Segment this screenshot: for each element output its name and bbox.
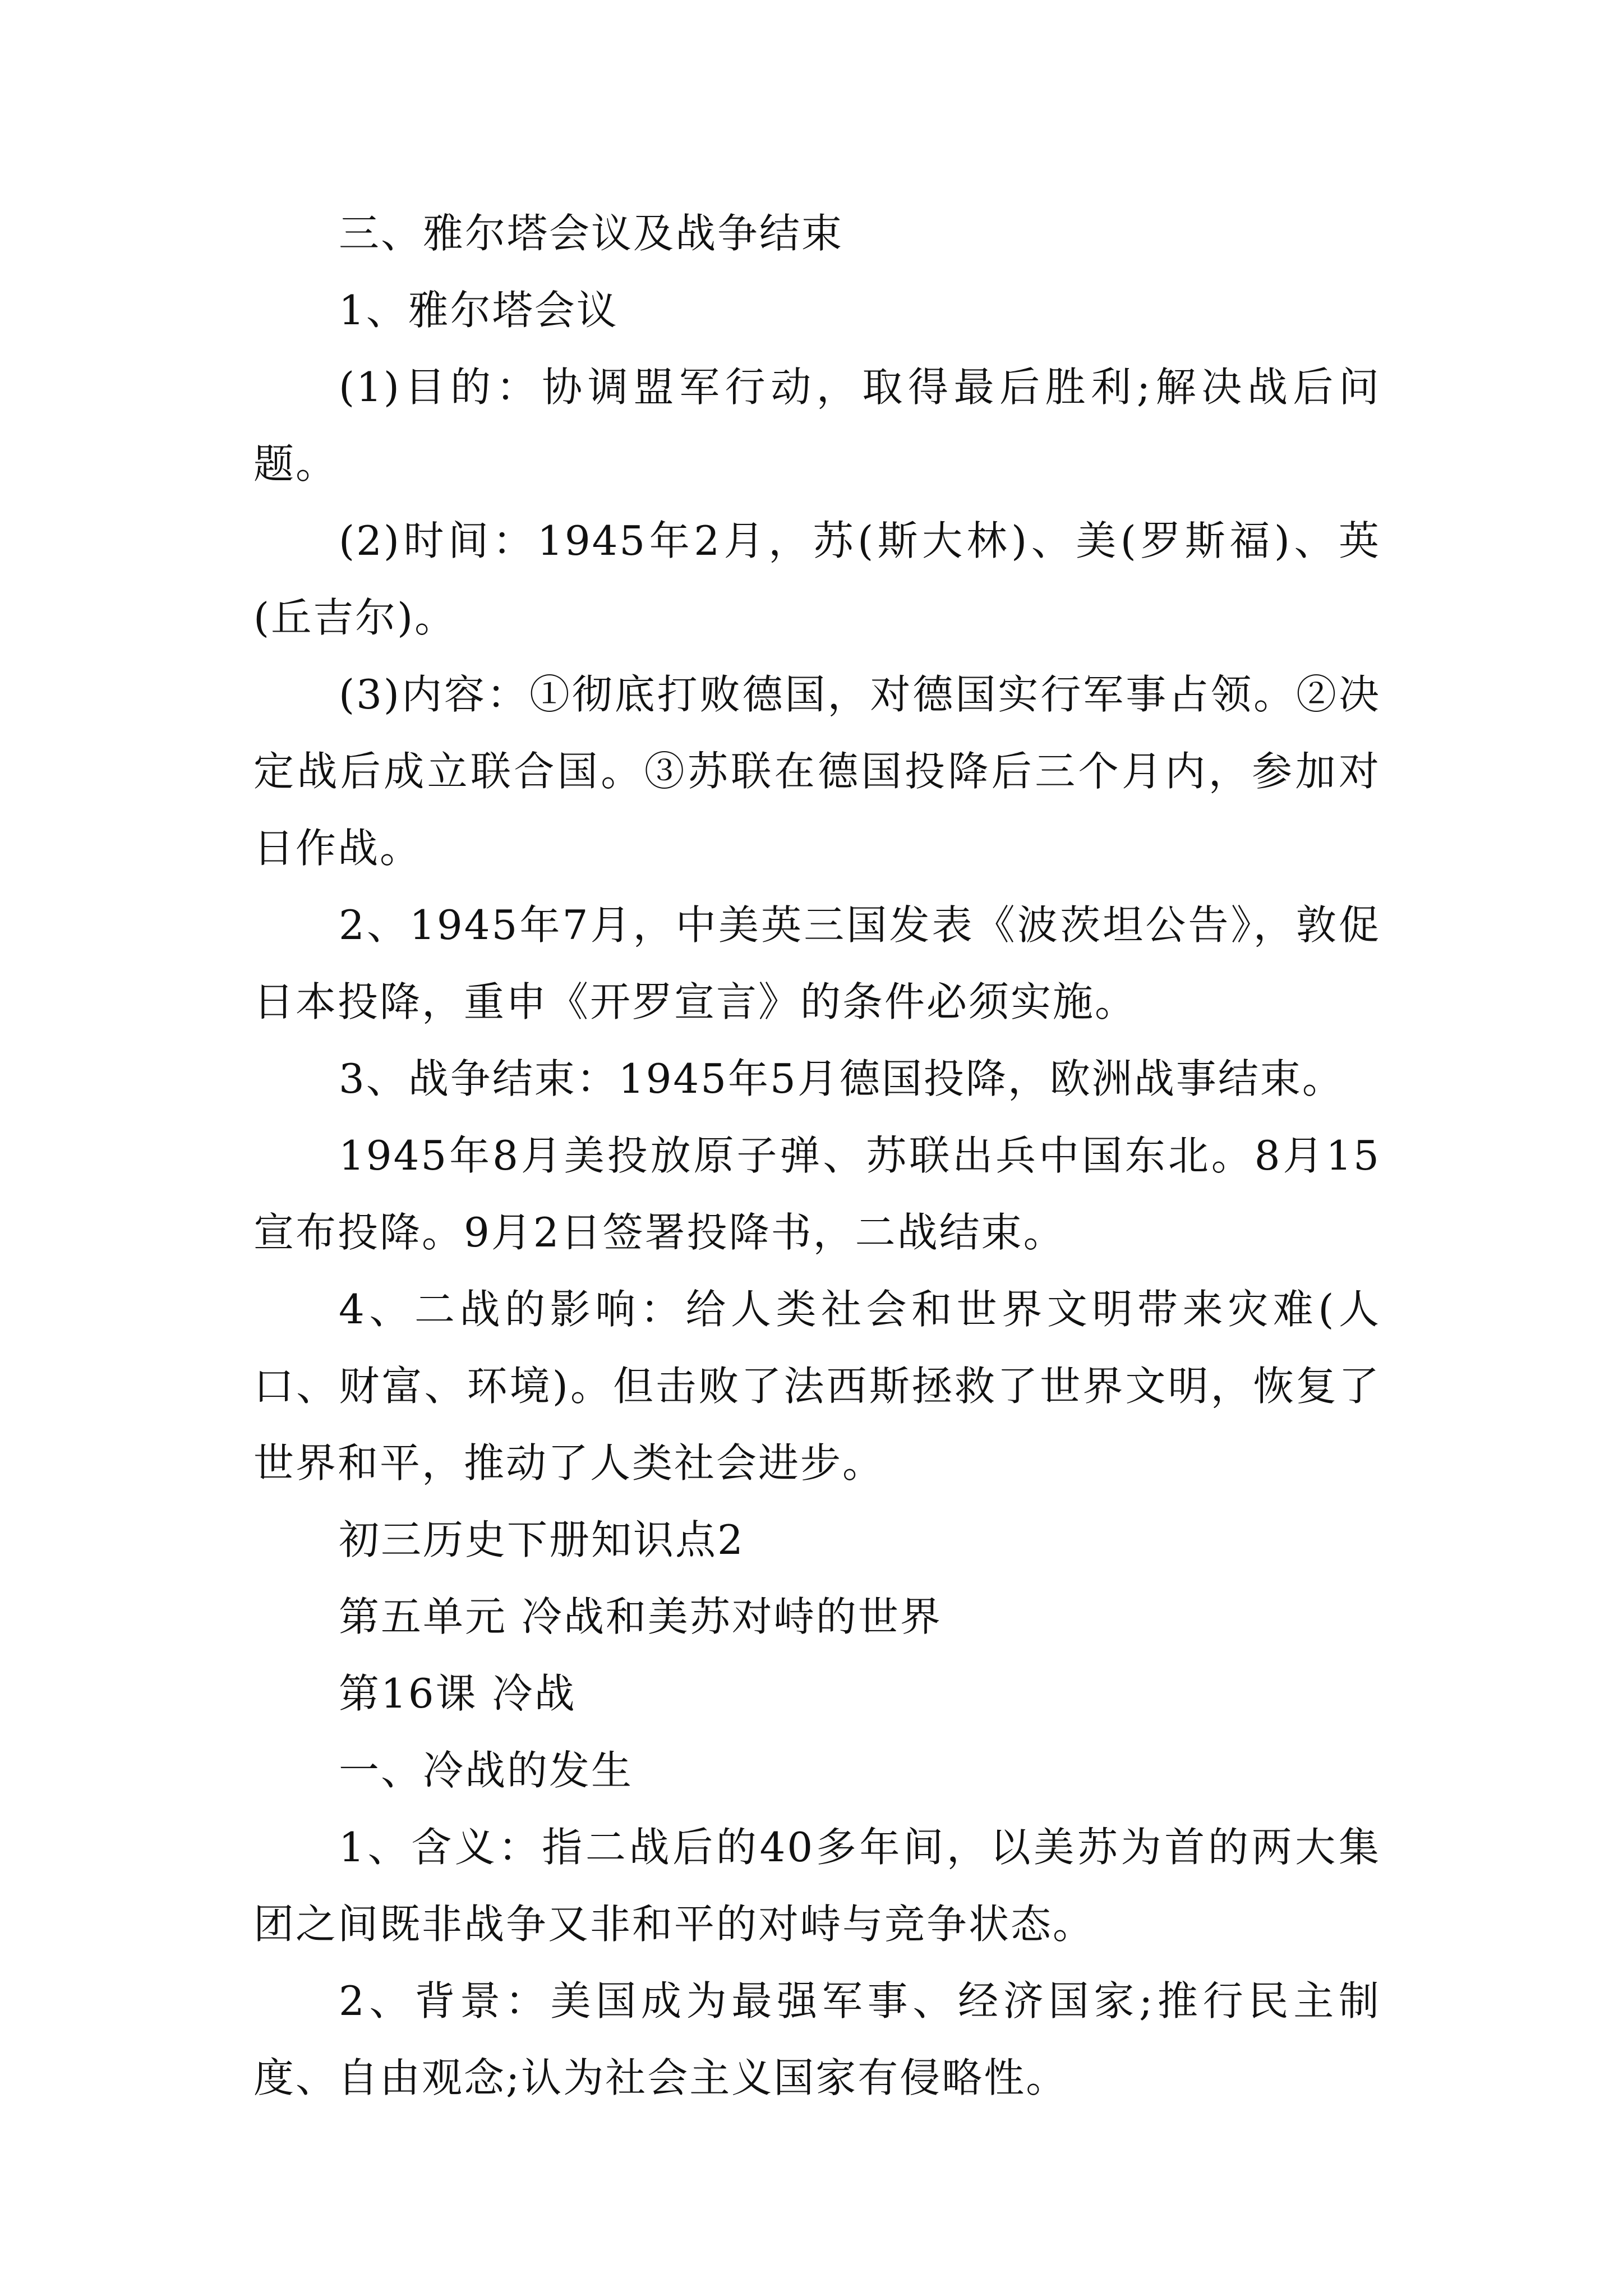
paragraph-time: (2)时间：1945年2月，苏(斯大林)、美(罗斯福)、英(丘吉尔)。 [253, 517, 1381, 641]
section-heading-yalta-and-war-end: 三、雅尔塔会议及战争结束 [339, 210, 844, 257]
subheading-yalta-conference: 1、雅尔塔会议 [339, 287, 619, 334]
paragraph-war-end: 3、战争结束：1945年5月德国投降，欧洲战事结束。 [339, 1055, 1344, 1102]
paragraph-definition: 1、含义：指二战后的40多年间，以美苏为首的两大集团之间既非战争又非和平的对峙与竞争状态。 [253, 1824, 1381, 1948]
paragraph-potsdam: 2、1945年7月，中美英三国发表《波茨坦公告》，敦促日本投降，重申《开罗宣言》的条件必须实施。 [253, 901, 1381, 1025]
paragraph-content: (3)内容：①彻底打败德国，对德国实行军事占领。②决定战后成立联合国。③苏联在德国投降后三个月内，参加对日作战。 [253, 671, 1381, 872]
heading-knowledge-points-2: 初三历史下册知识点2 [339, 1516, 745, 1563]
paragraph-purpose: (1)目的：协调盟军行动，取得最后胜利;解决战后问题。 [253, 364, 1381, 487]
paragraph-japan-surrender: 1945年8月美投放原子弹、苏联出兵中国东北。8月15宣布投降。9月2日签署投降书，二战结束。 [253, 1132, 1381, 1256]
heading-unit-5: 第五单元 冷战和美苏对峙的世界 [339, 1593, 942, 1640]
heading-cold-war-origin: 一、冷战的发生 [339, 1747, 634, 1794]
paragraph-ww2-impact: 4、二战的影响：给人类社会和世界文明带来灾难(人口、财富、环境)。但击败了法西斯拯救了世界文明，恢复了世界和平，推动了人类社会进步。 [253, 1286, 1381, 1487]
heading-lesson-16: 第16课 冷战 [339, 1670, 577, 1717]
document-body [253, 195, 1381, 2116]
paragraph-background: 2、背景：美国成为最强军事、经济国家;推行民主制度、自由观念;认为社会主义国家有侵略性。 [253, 1977, 1381, 2101]
